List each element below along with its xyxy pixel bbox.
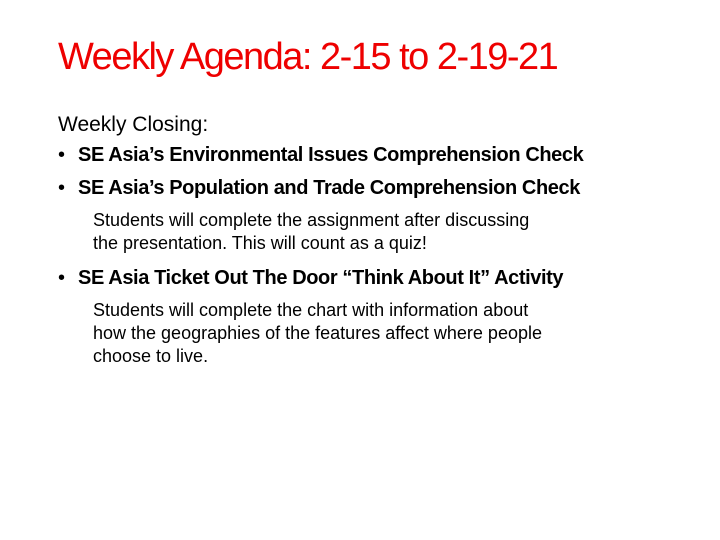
bullet-text: SE Asia’s Population and Trade Comprehension Check [78,177,580,199]
note-line: Students will complete the chart with information about [93,300,529,320]
weekly-closing-heading: Weekly Closing: [58,113,209,136]
bullet-text: SE Asia’s Environmental Issues Comprehension Check [78,144,584,166]
bullet-item-environmental-issues [58,140,708,170]
bullet-icon: • [58,177,65,199]
slide-title: Weekly Agenda: 2-15 to 2-19-21 [58,36,558,78]
bullet-note-ticket-out-the-door [58,299,713,368]
note-line: how the geographies of the features affect where people [93,323,542,343]
bullet-item-ticket-out-the-door [58,263,708,293]
note-line: choose to live. [93,346,209,366]
bullet-icon: • [58,267,65,289]
bullet-item-population-trade [58,173,708,203]
bullet-icon: • [58,144,65,166]
note-line: the presentation. This will count as a quiz! [93,233,427,253]
bullet-text: SE Asia Ticket Out The Door “Think About It” Activity [78,267,564,289]
bullet-note-population-trade [58,209,713,255]
slide-body [58,110,708,376]
note-line: Students will complete the assignment after discussing [93,210,530,230]
